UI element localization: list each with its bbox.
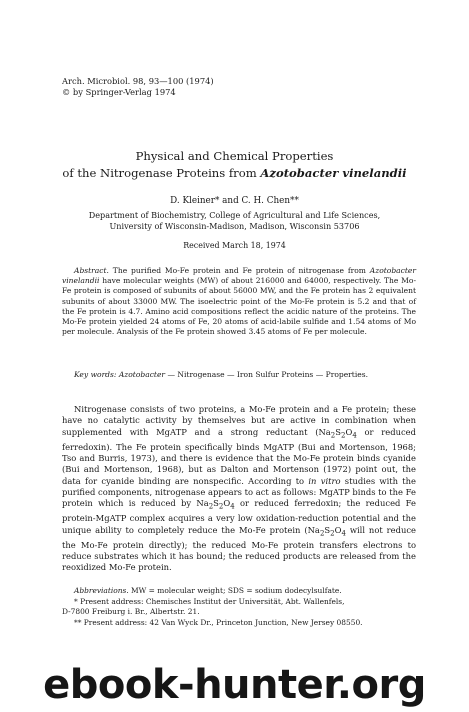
footnote-1-line-1: * Present address: Chemisches Institut der Universität, Abt. Wallenfels, — [74, 596, 345, 606]
sub-4b: 4 — [230, 503, 235, 512]
title-line-2 — [0, 165, 469, 182]
body-text-7: will not reduce the Mo-Fe protein directly); the reduced Mo-Fe protein transfers electrons to reduce substrates which it has bound; the reduced products are released from the reoxidized Mo-Fe protein. — [62, 524, 417, 573]
sub-4c: 4 — [341, 529, 346, 538]
journal-citation: Arch. Microbiol. 98, 93—100 (1974) — [62, 76, 214, 86]
title-line-1: Physical and Chemical Properties — [135, 149, 334, 163]
sub-2e: 2 — [319, 529, 325, 538]
sub-2f: 2 — [330, 529, 335, 538]
body-s-3: S — [324, 524, 331, 535]
affiliation — [0, 210, 469, 232]
sub-2d: 2 — [218, 503, 224, 512]
keywords-label: Key words: — [74, 370, 117, 379]
body-text-1: Nitrogenase consists of two proteins, a Mo-Fe protein and a Fe protein; these have no catalytic activity by themselves but are active in combination when supplemented with MgATP and a strong reductant (Na — [62, 404, 416, 437]
keywords-rest: — Nitrogenase — Iron Sulfur Proteins — Properties. — [165, 370, 368, 379]
title-organism: Azotobacter vinelandii — [260, 166, 407, 180]
sub-2b: 2 — [340, 431, 346, 440]
sub-4a: 4 — [352, 431, 357, 440]
keyword-azotobacter: Azotobacter — [118, 370, 166, 379]
footnote-2: ** Present address: 42 Van Wyck Dr., Princeton Junction, New Jersey 08550. — [74, 617, 363, 627]
affiliation-line-1: Department of Biochemistry, College of Agricultural and Life Sciences, — [88, 210, 381, 220]
abbreviations-label: Abbreviations. — [74, 586, 129, 595]
title-line-2-text: of the Nitrogenase Proteins from — [62, 166, 261, 180]
body-text-4: or reduced ferredoxin). The Fe protein specifically binds MgATP (Bui and Mortenson, 1968; Tso and Burris, 1973), and there is evidence that the Mo-Fe protein binds cyanide (Bui and Mortenson, 1968), but as Dalton and Mortenson (1972) point out, the data for cyanide binding are nonspecific. According to — [62, 426, 416, 486]
abstract-label: Abstract. — [74, 266, 109, 275]
watermark-text: ebook-hunter.org — [43, 662, 426, 708]
abstract-text-b: have molecular weights (MW) of about 216000 and 64000, respectively. The Mo-Fe protein is composed of subunits of about 56000 MW, and the Fe protein has 2 equivalent subunits of about 33000 MW. The isoelectric point of the Mo-Fe protein is 5.2 and that of the Fe protein is 4.7. Amino acid compositions reflect the acidic nature of the proteins. The Mo-Fe protein yielded 24 atoms of Fe, 20 atoms of acid-labile sulfide and 1.54 atoms of Mo per molecule. Analysis of the Fe protein showed 3.45 atoms of Fe per molecule. — [62, 276, 416, 337]
abstract-text-a: The purified Mo-Fe protein and Fe protein of nitrogenase from — [108, 266, 370, 275]
body-text-3: O — [345, 426, 353, 437]
received-date: Received March 18, 1974 — [183, 241, 286, 250]
journal-header — [62, 76, 214, 98]
footnotes — [62, 586, 416, 628]
body-paragraph — [62, 404, 416, 574]
body-text-6: or reduced ferredoxin; the reduced Fe protein-MgATP complex acquires a very low oxidation-reduction potential and the unique ability to completely reduce the Mo-Fe protein (Na — [62, 498, 416, 535]
abstract-organism: Azotobacter vinelandii — [62, 266, 416, 286]
body-s-2: S — [213, 498, 219, 509]
abstract-text — [62, 266, 416, 337]
body-o-3: O — [334, 524, 342, 535]
sub-2c: 2 — [208, 503, 214, 512]
body-text-2: S — [335, 426, 341, 437]
journal-copyright: © by Springer-Verlag 1974 — [62, 87, 176, 97]
body-o-2: O — [223, 498, 231, 509]
body-text-5: studies with the purified components, nitrogenase appears to act as follows: MgATP binds to the Fe protein which is reduced by Na — [62, 475, 416, 509]
paper-title — [0, 148, 469, 182]
sub-2a: 2 — [330, 431, 336, 440]
abstract — [62, 266, 416, 337]
keywords — [62, 370, 416, 380]
authors: D. Kleiner* and C. H. Chen** — [170, 196, 299, 206]
footnote-1-line-2: D-7800 Freiburg i. Br., Albertstr. 21. — [62, 607, 200, 617]
footnote-abbreviations — [62, 586, 416, 597]
abbreviations-text: MW = molecular weight; SDS = sodium dodecylsulfate. — [128, 586, 342, 595]
body-in-vitro: in vitro — [308, 475, 341, 486]
affiliation-line-2: University of Wisconsin-Madison, Madison, Wisconsin 53706 — [109, 221, 360, 231]
